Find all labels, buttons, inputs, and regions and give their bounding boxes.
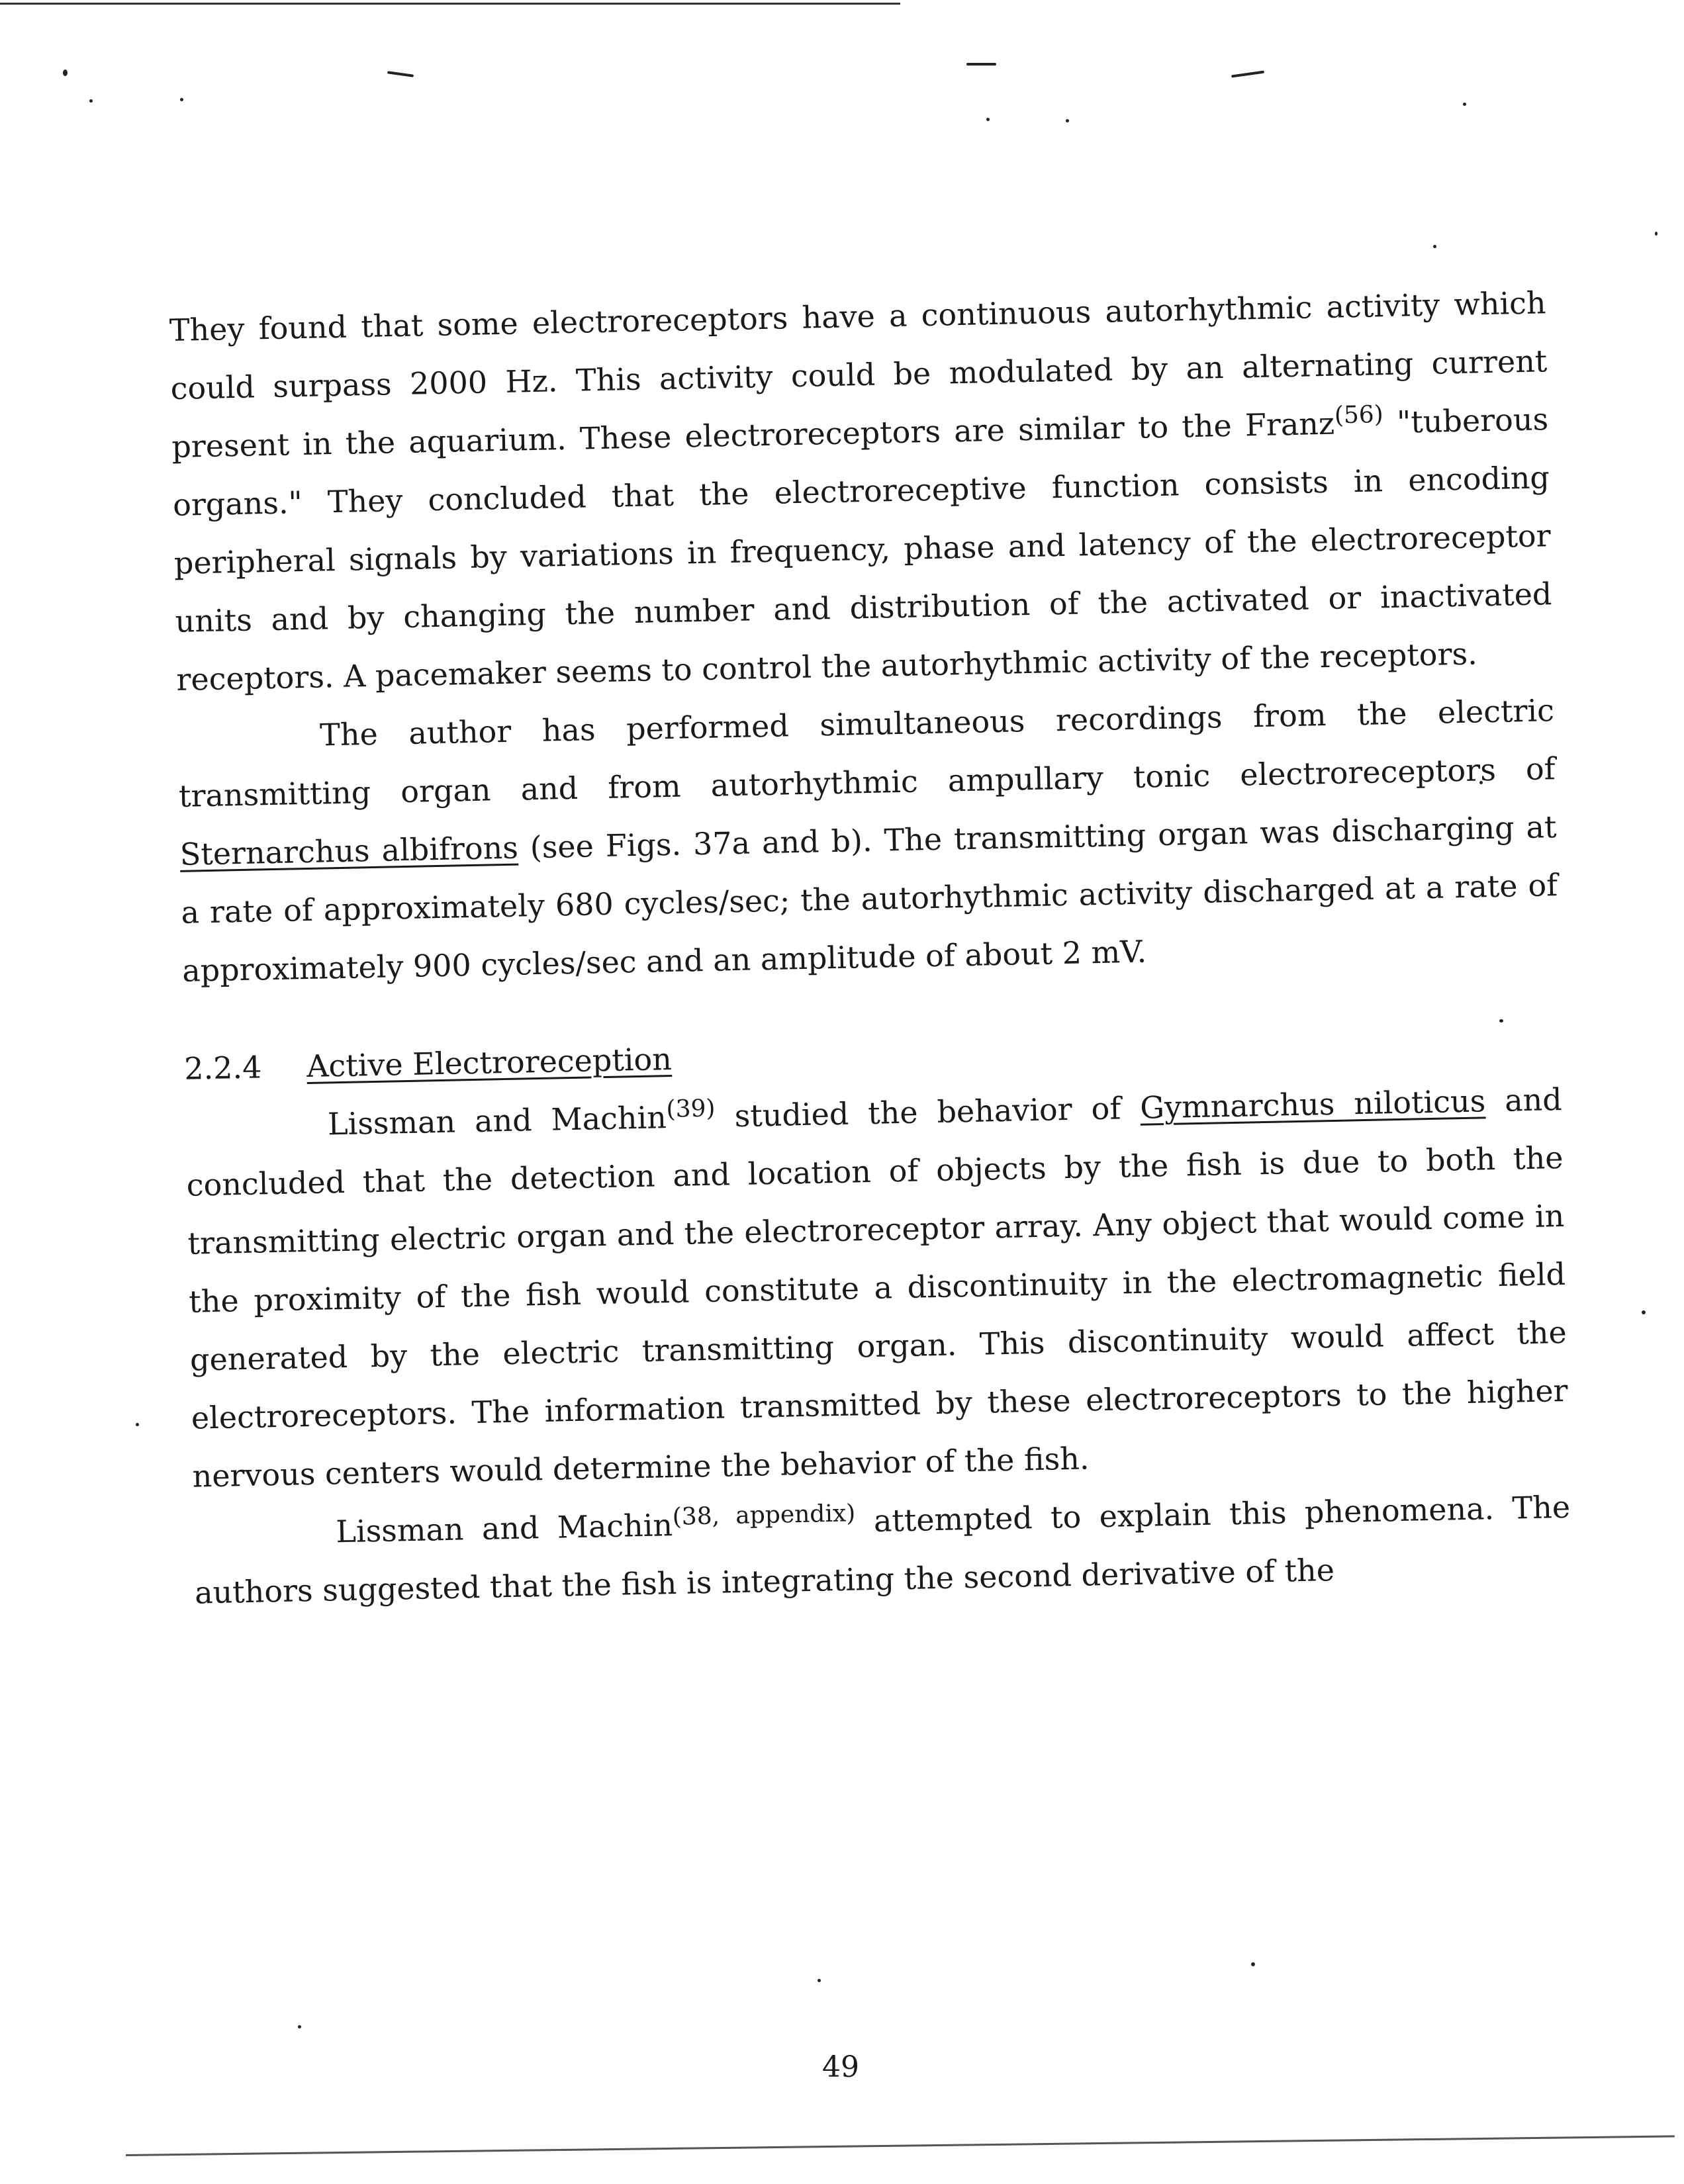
paragraph-4-text-b: attempted to explain this phenomena. The authors suggested that the fish is integrating the second derivative of the xyxy=(194,1488,1571,1611)
page-number: 49 xyxy=(822,2050,859,2084)
scan-speck xyxy=(986,118,990,121)
section-title: Active Electroreception xyxy=(306,1040,673,1085)
scan-speck xyxy=(1642,1310,1646,1314)
bottom-rule xyxy=(126,2135,1675,2156)
scan-speck xyxy=(1433,245,1436,248)
paragraph-3-text-b: studied the behavior of xyxy=(715,1089,1141,1134)
section-number: 2.2.4 xyxy=(183,1049,262,1087)
scan-mark xyxy=(966,63,996,66)
paragraph-2 xyxy=(177,681,1559,1000)
scan-mark xyxy=(1231,71,1264,78)
species-name-sternarchus: Sternarchus albifrons xyxy=(179,829,519,872)
scan-speck xyxy=(298,2025,301,2028)
species-name-gymnarchus: Gymnarchus niloticus xyxy=(1139,1083,1486,1126)
paragraph-3-text-c: and concluded that the detection and location of objects by the fish is due to both the transmitting electric organ and the electroreceptor array. Any object that would come in the proximity of the fish would constitute a discontinuity in the electromagnetic field generated by the electric transmitting organ. This discontinuity would affect the electroreceptors. The information transmitted by these electroreceptors to the higher nervous centers would determine the behavior of the fish. xyxy=(186,1081,1569,1494)
paragraph-2-text-b: (see Figs. 37a and b). The transmitting organ was discharging at a rate of approximately 680 cycles/sec; the autorhythmic activity discharged at a rate of approximately 900 cycles/sec and an amplitude of about 2 mV. xyxy=(181,809,1558,989)
scan-speck xyxy=(89,99,93,103)
scan-speck xyxy=(136,1423,139,1426)
scan-speck xyxy=(818,1979,821,1982)
paragraph-1-text-rest: "tuberous organs." They concluded that the electroreceptive function consists in encoding peripheral signals by variations in frequency, phase and latency of the electroreceptor units and by changing the number and distribution of the activated or inactivated receptors. A pacemaker seems to control the autorhythmic activity of the receptors. xyxy=(172,401,1552,698)
citation-56: (56) xyxy=(1334,400,1384,430)
citation-38-appendix: (38, appendix) xyxy=(672,1500,856,1531)
scan-speck xyxy=(1066,119,1069,122)
scan-mark xyxy=(387,71,414,77)
scan-speck xyxy=(180,98,183,101)
paragraph-1 xyxy=(169,273,1554,709)
body-text xyxy=(169,273,1572,1621)
scan-speck xyxy=(1251,1962,1255,1966)
scan-speck xyxy=(1655,232,1658,236)
paragraph-3 xyxy=(185,1070,1569,1506)
paragraph-1-text: They found that some electroreceptors have a continuous autorhythmic activity which could surpass 2000 Hz. This activity could be modulated by an alternating current present in the aquarium. These electroreceptors are similar to the Franz xyxy=(169,285,1548,465)
scan-speck xyxy=(63,69,68,76)
paragraph-3-text-a: Lissman and Machin xyxy=(327,1099,667,1142)
paragraph-2-text-a: The author has performed simultaneous recordings from the electric transmitting organ and from autorhythmic ampullary tonic electroreceptors of xyxy=(178,692,1556,814)
scan-speck xyxy=(1463,103,1466,106)
top-rule xyxy=(0,3,900,5)
paragraph-4-text-a: Lissman and Machin xyxy=(335,1507,673,1550)
citation-39: (39) xyxy=(666,1095,716,1123)
